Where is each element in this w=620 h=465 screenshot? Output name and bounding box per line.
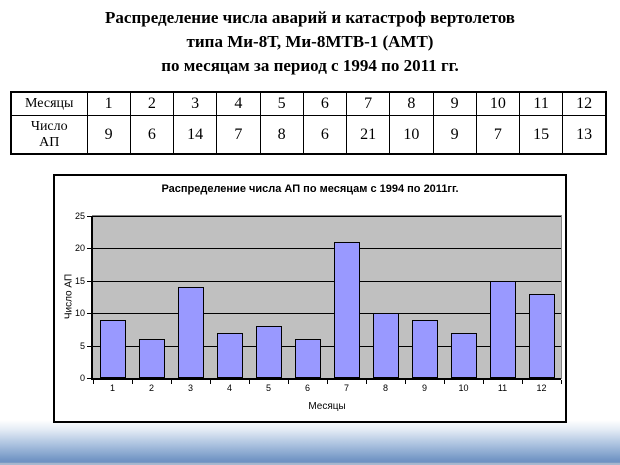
x-tick [132, 380, 133, 384]
count-cell: 15 [520, 116, 563, 155]
bar [217, 333, 243, 378]
month-cell: 8 [390, 92, 433, 116]
count-cell: 6 [130, 116, 173, 155]
bar [529, 294, 555, 378]
x-tick [444, 380, 445, 384]
x-tick-label: 5 [265, 383, 271, 393]
x-tick-label: 1 [109, 383, 115, 393]
chart-title: Распределение числа АП по месяцам с 1994 по 2011гг. [161, 183, 459, 195]
y-tick [87, 346, 91, 347]
gridline [93, 248, 561, 249]
x-tick-label: 8 [382, 383, 388, 393]
y-tick [87, 248, 91, 249]
x-axis-title: Месяцы [308, 401, 346, 412]
y-tick [87, 281, 91, 282]
bar [412, 320, 438, 378]
slide-title-line3: по месяцам за период с 1994 по 2011 гг. [161, 56, 459, 75]
x-tick [93, 380, 94, 384]
month-cell: 12 [563, 92, 606, 116]
x-tick-label: 4 [226, 383, 232, 393]
x-tick [288, 380, 289, 384]
x-tick [171, 380, 172, 384]
table-row-counts [11, 116, 606, 155]
month-cell: 3 [174, 92, 217, 116]
x-tick-label: 6 [304, 383, 310, 393]
y-tick [87, 216, 91, 217]
count-cell: 8 [260, 116, 303, 155]
x-tick-label: 12 [536, 383, 547, 393]
bar [490, 281, 516, 378]
count-cell: 9 [87, 116, 130, 155]
count-cell: 7 [217, 116, 260, 155]
y-tick-label: 20 [74, 243, 85, 254]
bar [139, 339, 165, 378]
count-cell: 13 [563, 116, 606, 155]
bar [373, 313, 399, 378]
bar [295, 339, 321, 378]
count-cell: 7 [476, 116, 519, 155]
x-tick [327, 380, 328, 384]
bar [256, 326, 282, 378]
y-tick-label: 10 [74, 308, 85, 319]
x-tick [561, 380, 562, 384]
month-cell: 7 [347, 92, 390, 116]
count-cell: 9 [433, 116, 476, 155]
y-tick-label: 5 [79, 340, 85, 351]
x-tick-label: 7 [343, 383, 349, 393]
slide-footer-gradient [0, 420, 620, 465]
month-cell: 1 [87, 92, 130, 116]
y-tick-label: 15 [74, 275, 85, 286]
y-axis-line [91, 216, 93, 380]
x-tick-label: 10 [458, 383, 469, 393]
month-cell: 6 [303, 92, 346, 116]
month-cell: 10 [476, 92, 519, 116]
month-cell: 9 [433, 92, 476, 116]
slide-title-line2: типа Ми-8Т, Ми-8МТВ-1 (АМТ) [186, 32, 434, 51]
months-row-label: Месяцы [11, 92, 87, 116]
y-axis-title: Число АП [63, 273, 75, 320]
bar [451, 333, 477, 378]
x-tick [249, 380, 250, 384]
gridline [93, 216, 561, 217]
count-cell: 14 [174, 116, 217, 155]
table-row-months [11, 92, 606, 116]
bar [334, 242, 360, 378]
count-cell: 6 [303, 116, 346, 155]
x-tick-label: 9 [421, 383, 427, 393]
chart-inner [55, 176, 565, 421]
count-cell: 21 [347, 116, 390, 155]
x-axis-line [91, 378, 561, 380]
month-cell: 2 [130, 92, 173, 116]
counts-row-label: Число АП [11, 116, 87, 155]
x-tick-label: 3 [187, 383, 193, 393]
y-tick [87, 378, 91, 379]
month-cell: 5 [260, 92, 303, 116]
slide-title-line1: Распределение числа аварий и катастроф вертолетов [105, 8, 515, 27]
count-cell: 10 [390, 116, 433, 155]
x-tick-label: 2 [148, 383, 154, 393]
x-tick [366, 380, 367, 384]
x-tick [483, 380, 484, 384]
bar [178, 287, 204, 378]
data-table [10, 91, 607, 155]
bar [100, 320, 126, 378]
month-cell: 11 [520, 92, 563, 116]
x-tick [522, 380, 523, 384]
x-tick-label: 11 [497, 383, 508, 393]
plot-area [93, 216, 561, 378]
x-tick [405, 380, 406, 384]
chart [53, 174, 567, 423]
y-tick [87, 313, 91, 314]
slide-title [0, 6, 620, 78]
x-tick [210, 380, 211, 384]
y-tick-label: 0 [79, 373, 85, 383]
y-tick-label: 25 [74, 211, 85, 221]
month-cell: 4 [217, 92, 260, 116]
